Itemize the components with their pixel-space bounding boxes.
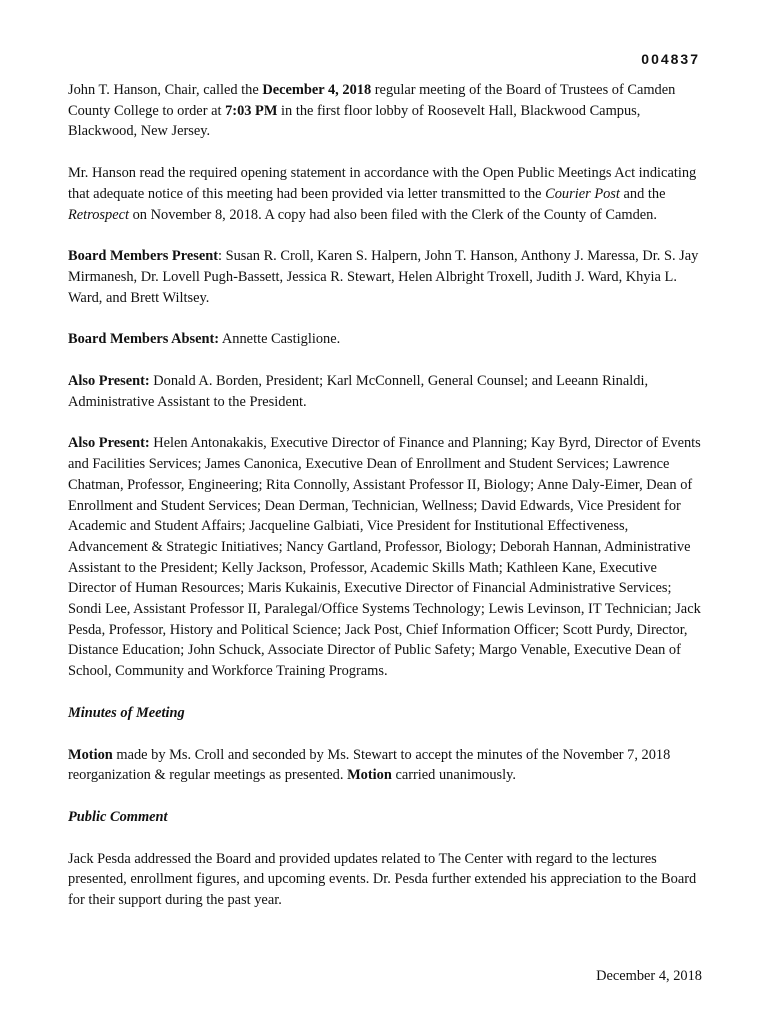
meeting-time: 7:03 PM xyxy=(225,102,278,119)
public-comment-paragraph: Jack Pesda addressed the Board and provided updates related to The Center with regard to the lectures presented, enrollment figures, and upcoming events. Dr. Pesda further extended his appreciation to the Board for their support during the past year. xyxy=(68,850,697,909)
footer-date: December 4, 2018 xyxy=(596,968,702,984)
retrospect-title: Retrospect xyxy=(68,206,130,223)
minutes-heading: Minutes of Meeting xyxy=(68,704,185,721)
board-present-paragraph: Board Members Present: Susan R. Croll, Karen S. Halpern, John T. Hanson, Anthony J. Maressa, Dr. S. Jay Mirmanesh, Dr. Lovell Pugh-Bassett, Jessica R. Stewart, Helen Albright Troxell, Judith J. Ward, Khyia L. Ward, and Brett Wiltsey. xyxy=(68,248,699,306)
public-comment-heading: Public Comment xyxy=(68,808,168,825)
opening-paragraph: John T. Hanson, Chair, called the December 4, 2018 regular meeting of the Board of Trustees of Camden County College to order at 7:03 PM in the first floor lobby of Roosevelt Hall, Blackwood Campus, Blackwood, New Jersey. xyxy=(68,82,676,140)
statement-paragraph: Mr. Hanson read the required opening statement in accordance with the Open Public Meetings Act indicating that adequate notice of this meeting had been provided via letter transmitted to the Courier Post and the Retrospect on November 8, 2018. A copy had also been filed with the Clerk of the County of Camden. xyxy=(68,165,697,223)
minutes-body xyxy=(68,80,708,932)
also-present-label: Also Present: xyxy=(68,373,150,390)
motion-label: Motion xyxy=(68,746,113,763)
also-present-label: Also Present: xyxy=(68,435,150,452)
motion-label: Motion xyxy=(347,767,392,784)
document-number: 004837 xyxy=(641,51,700,67)
board-absent-label: Board Members Absent: xyxy=(68,331,220,348)
board-absent-paragraph: Board Members Absent: Annette Castiglione. xyxy=(68,331,341,348)
courier-post-title: Courier Post xyxy=(545,185,620,202)
also-present-paragraph-2: Also Present: Helen Antonakakis, Executive Director of Finance and Planning; Kay Byrd, Director of Events and Facilities Services; James Canonica, Executive Dean of Enrollment and Student Services; Lawrence Chatman, Professor, Engineering; Rita Connolly, Assistant Professor II, Biology; Anne Daly-Eimer, Dean of Enrollment and Student Services; Dean Derman, Technician, Wellness; David Edwards, Vice President for Academic and Student Affairs; Jacqueline Galbiati, Vice President for Institutional Effectiveness, Advancement & Strategic Initiatives; Nancy Gartland, Professor, Biology; Deborah Hannan, Administrative Assistant to the President; Kelly Jackson, Professor, Academic Skills Math; Kathleen Kane, Executive Director of Human Resources; Maris Kukainis, Executive Director of Financial Administrative Services; Sondi Lee, Assistant Professor II, Paralegal/Office Systems Technology; Lewis Levinson, IT Technician; Jack Pesda, Professor, History and Political Science; Jack Post, Chief Information Officer; Scott Purdy, Director, Distance Education; John Schuck, Associate Director of Public Safety; Margo Venable, Executive Dean of School, Community and Workforce Training Programs. xyxy=(68,435,701,680)
minutes-motion-paragraph: Motion made by Ms. Croll and seconded by Ms. Stewart to accept the minutes of the November 7, 2018 reorganization & regular meetings as presented. Motion carried unanimously. xyxy=(68,746,671,784)
board-present-label: Board Members Present xyxy=(68,248,218,265)
meeting-date: December 4, 2018 xyxy=(262,82,372,98)
also-present-paragraph-1: Also Present: Donald A. Borden, President; Karl McConnell, General Counsel; and Leeann Rinaldi, Administrative Assistant to the President. xyxy=(68,373,649,410)
